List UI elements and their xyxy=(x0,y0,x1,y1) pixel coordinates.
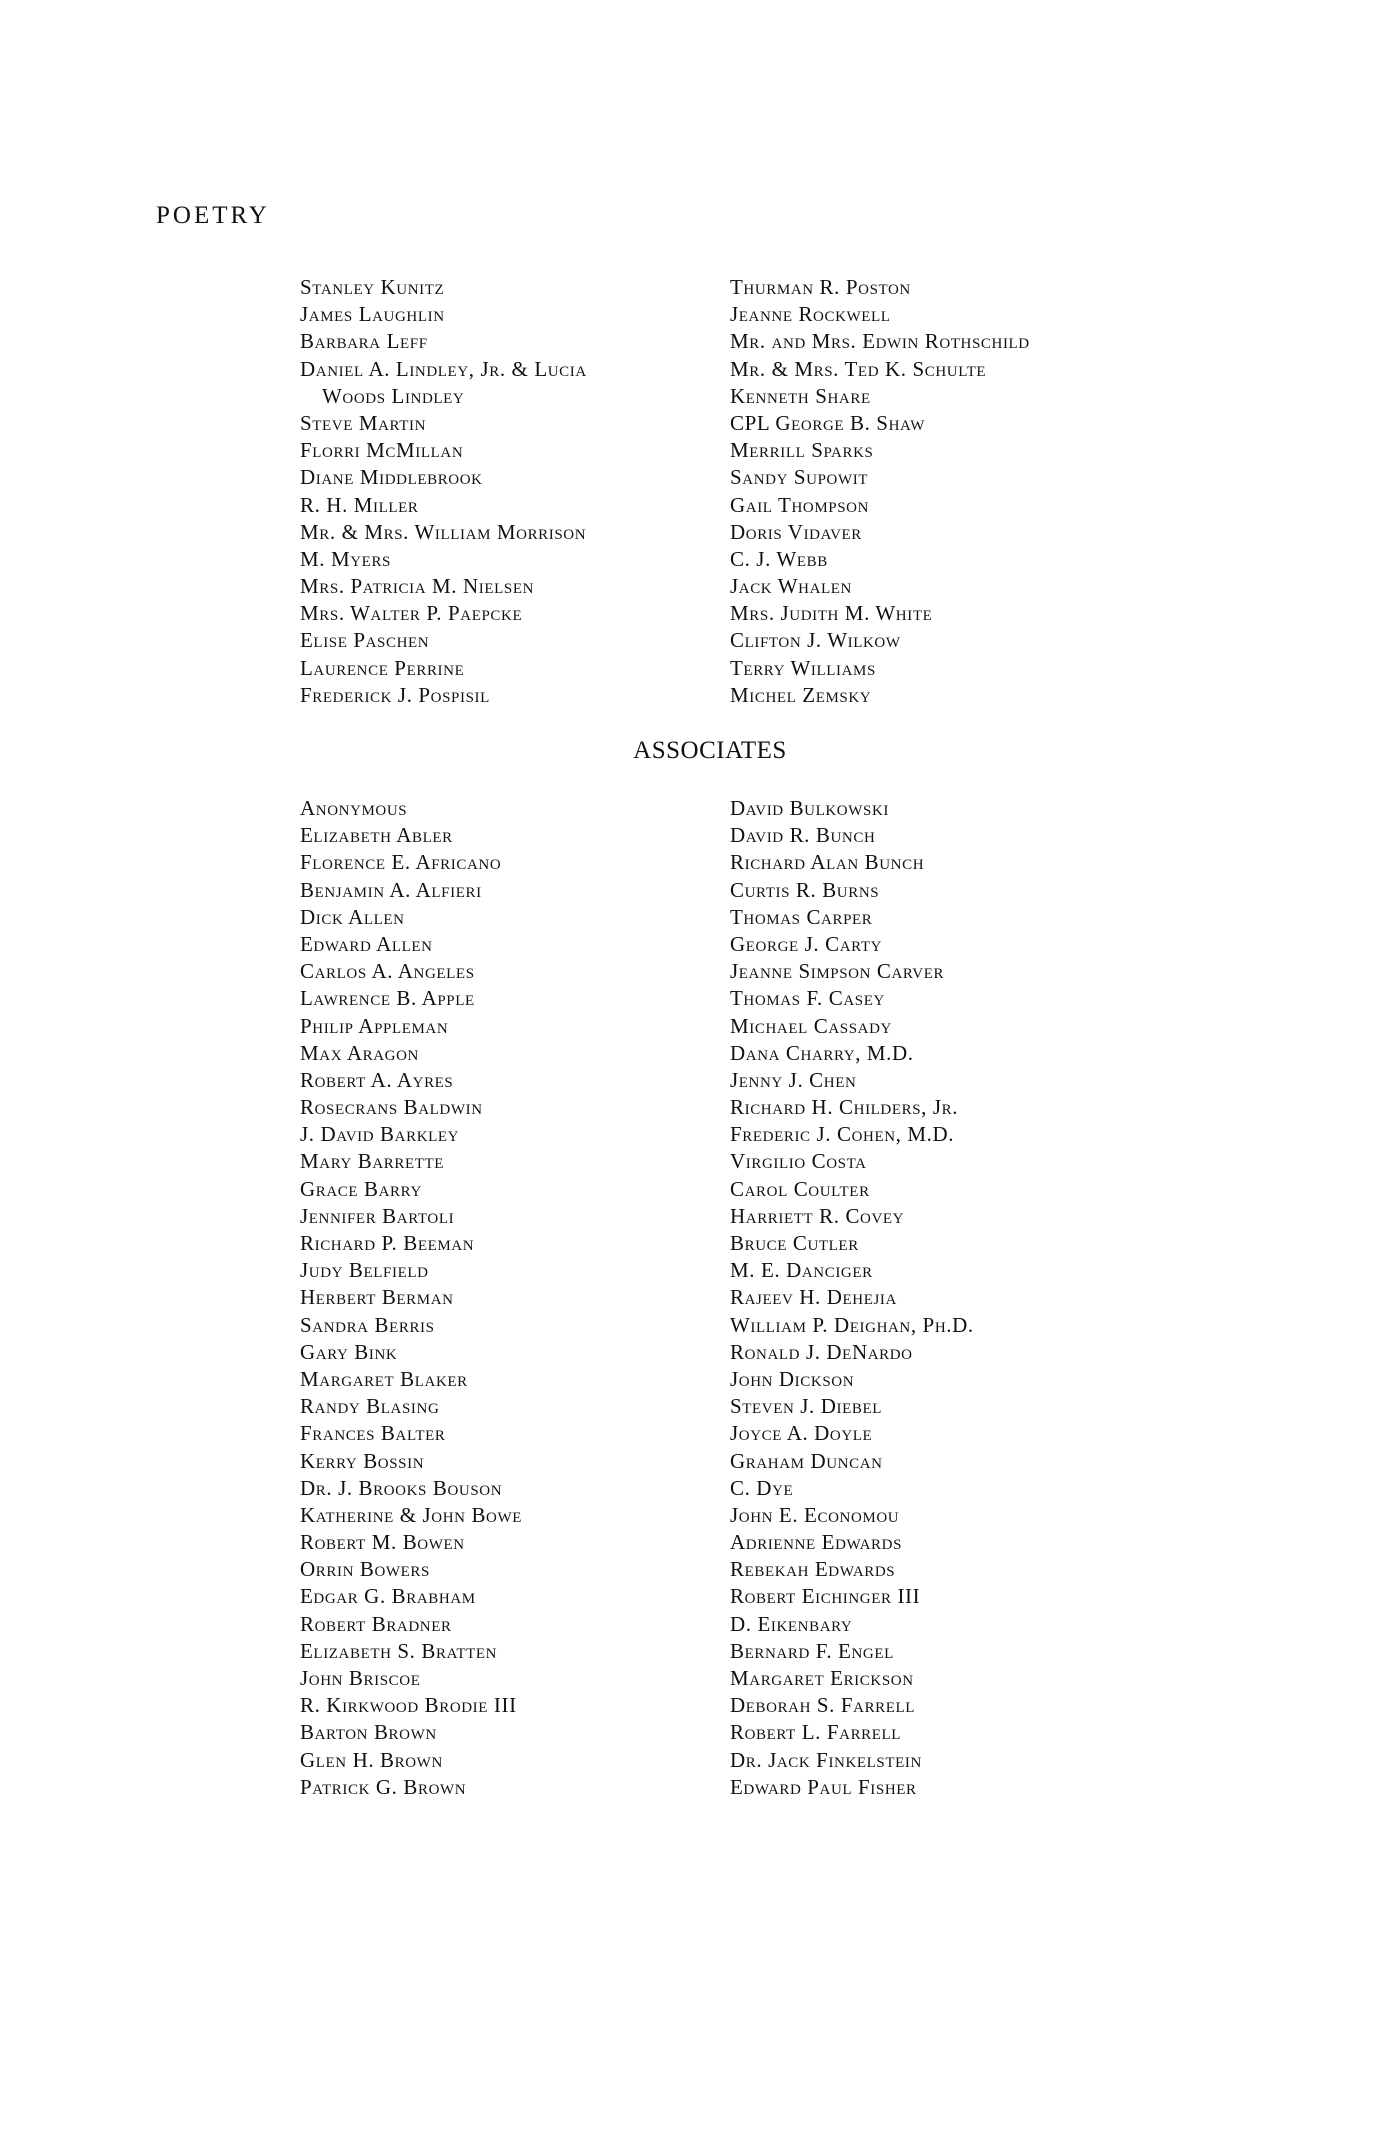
associate-name: Richard P. Beeman xyxy=(300,1231,475,1255)
donor-name: CPL George B. Shaw xyxy=(730,410,926,435)
associate-name: Rebekah Edwards xyxy=(730,1557,896,1582)
associate-name: J. David Barkley xyxy=(300,1122,460,1147)
donor-name: Steve Martin xyxy=(300,410,427,435)
donor-name: Barbara Leff xyxy=(300,329,428,354)
associate-name: Philip Appleman xyxy=(300,1013,449,1038)
associate-name: Sandra Berris xyxy=(300,1312,435,1337)
associate-name: Anonymous xyxy=(300,796,408,820)
donor-name: Frederick J. Pospisil xyxy=(300,682,490,707)
associate-name: Rajeev H. Dehejia xyxy=(730,1285,897,1310)
running-head: POETRY xyxy=(156,202,270,229)
associate-name: Katherine & John Bowe xyxy=(300,1502,523,1527)
associate-name: Benjamin A. Alfieri xyxy=(300,877,482,902)
associate-name: Dr. J. Brooks Bouson xyxy=(300,1475,503,1500)
associate-name: Elizabeth S. Bratten xyxy=(300,1638,498,1663)
associate-name: Dick Allen xyxy=(300,904,405,929)
associate-name: Frances Balter xyxy=(300,1421,446,1446)
donor-name: Mrs. Judith M. White xyxy=(730,601,933,626)
associate-name: John Dickson xyxy=(730,1366,855,1391)
associate-name: R. Kirkwood Brodie III xyxy=(300,1693,517,1718)
associate-name: Robert Eichinger III xyxy=(730,1584,921,1609)
associate-name: Robert Bradner xyxy=(300,1611,452,1636)
associate-name: Michael Cassady xyxy=(730,1013,892,1038)
donor-name: Terry Williams xyxy=(730,655,876,680)
associate-name: Joyce A. Doyle xyxy=(730,1421,873,1446)
associate-name: Virgilio Costa xyxy=(730,1149,867,1174)
donor-name: Laurence Perrine xyxy=(300,655,465,680)
donor-name: Michel Zemsky xyxy=(730,682,872,707)
donor-name: Jeanne Rockwell xyxy=(730,302,891,327)
associate-name: Robert A. Ayres xyxy=(300,1067,454,1092)
associate-name: Deborah S. Farrell xyxy=(730,1693,916,1718)
donor-name: Mr. and Mrs. Edwin Rothschild xyxy=(730,329,1030,354)
donor-list-top-right xyxy=(730,274,1150,709)
associate-name: Elizabeth Abler xyxy=(300,823,453,848)
associate-name: Jeanne Simpson Carver xyxy=(730,959,945,984)
associate-name: Lawrence B. Apple xyxy=(300,986,475,1011)
associates-heading: ASSOCIATES xyxy=(633,737,787,764)
donor-name: James Laughlin xyxy=(300,302,445,327)
donor-name: Gail Thompson xyxy=(730,492,870,517)
donor-name: Kenneth Share xyxy=(730,383,871,408)
donor-name: M. Myers xyxy=(300,546,391,571)
associate-name: Margaret Blaker xyxy=(300,1366,468,1391)
associate-name: Max Aragon xyxy=(300,1040,419,1065)
associates-list-right xyxy=(730,795,1150,1801)
associate-name: David R. Bunch xyxy=(730,823,876,848)
associate-name: Adrienne Edwards xyxy=(730,1530,903,1555)
associate-name: Herbert Berman xyxy=(300,1285,454,1310)
donor-name: Doris Vidaver xyxy=(730,519,862,544)
associate-name: D. Eikenbary xyxy=(730,1611,853,1636)
associate-name: Judy Belfield xyxy=(300,1258,429,1283)
associate-name: Jennifer Bartoli xyxy=(300,1203,455,1228)
associate-name: Dr. Jack Finkelstein xyxy=(730,1747,922,1772)
associate-name: Robert M. Bowen xyxy=(300,1530,465,1555)
donor-name: Mrs. Walter P. Paepcke xyxy=(300,601,523,626)
associate-name: Margaret Erickson xyxy=(730,1666,914,1690)
associate-name: Gary Bink xyxy=(300,1339,398,1364)
associate-name: Edward Paul Fisher xyxy=(730,1774,917,1799)
associate-name: Edgar G. Brabham xyxy=(300,1584,476,1609)
donor-name: Sandy Supowit xyxy=(730,465,869,490)
associate-name: Bernard F. Engel xyxy=(730,1638,894,1663)
donor-name: Daniel A. Lindley, Jr. & Lucia xyxy=(300,356,587,381)
associate-name: Steven J. Diebel xyxy=(730,1394,883,1419)
associate-name: Thomas F. Casey xyxy=(730,986,885,1011)
associate-name: Frederic J. Cohen, M.D. xyxy=(730,1122,955,1147)
donor-name-continuation: Woods Lindley xyxy=(322,383,465,408)
associate-name: Richard H. Childers, Jr. xyxy=(730,1095,959,1120)
donor-name: Elise Paschen xyxy=(300,628,430,653)
associate-name: William P. Deighan, Ph.D. xyxy=(730,1312,974,1337)
associate-name: Jenny J. Chen xyxy=(730,1067,857,1092)
donor-name: R. H. Miller xyxy=(300,492,419,517)
associate-name: Patrick G. Brown xyxy=(300,1774,467,1799)
associate-name: Ronald J. DeNardo xyxy=(730,1339,913,1364)
donor-name: Mrs. Patricia M. Nielsen xyxy=(300,574,535,599)
associate-name: John E. Economou xyxy=(730,1502,900,1527)
associate-name: Glen H. Brown xyxy=(300,1747,443,1772)
associate-name: Randy Blasing xyxy=(300,1394,440,1419)
associate-name: David Bulkowski xyxy=(730,796,889,820)
associate-name: M. E. Danciger xyxy=(730,1258,873,1283)
associate-name: Mary Barrette xyxy=(300,1149,445,1174)
associate-name: Carol Coulter xyxy=(730,1176,870,1201)
associate-name: John Briscoe xyxy=(300,1666,421,1690)
associate-name: Thomas Carper xyxy=(730,904,873,929)
associate-name: George J. Carty xyxy=(730,931,883,956)
donor-name: Mr. & Mrs. Ted K. Schulte xyxy=(730,356,987,381)
associate-name: Curtis R. Burns xyxy=(730,877,880,902)
donor-name: Merrill Sparks xyxy=(730,438,874,463)
associate-name: Richard Alan Bunch xyxy=(730,850,925,875)
donor-name: C. J. Webb xyxy=(730,546,828,571)
associate-name: Barton Brown xyxy=(300,1720,437,1745)
associate-name: Rosecrans Baldwin xyxy=(300,1095,483,1120)
associate-name: Grace Barry xyxy=(300,1176,422,1201)
associate-name: Bruce Cutler xyxy=(730,1231,859,1255)
associate-name: Kerry Bossin xyxy=(300,1448,425,1473)
associates-list-left xyxy=(300,795,720,1801)
associate-name: Florence E. Africano xyxy=(300,850,502,875)
donor-name: Clifton J. Wilkow xyxy=(730,628,901,653)
associate-name: Dana Charry, M.D. xyxy=(730,1040,914,1065)
associate-name: Harriett R. Covey xyxy=(730,1203,905,1228)
donor-name: Jack Whalen xyxy=(730,574,852,599)
associate-name: Edward Allen xyxy=(300,931,433,956)
associate-name: Orrin Bowers xyxy=(300,1557,430,1582)
donor-name: Florri McMillan xyxy=(300,438,464,463)
donor-name: Diane Middlebrook xyxy=(300,465,483,490)
associate-name: Carlos A. Angeles xyxy=(300,959,475,984)
associate-name: C. Dye xyxy=(730,1475,794,1500)
associate-name: Robert L. Farrell xyxy=(730,1720,902,1745)
donor-list-top-left xyxy=(300,274,720,709)
associate-name: Graham Duncan xyxy=(730,1448,883,1473)
donor-name: Stanley Kunitz xyxy=(300,275,445,299)
donor-name: Thurman R. Poston xyxy=(730,275,911,299)
donor-name: Mr. & Mrs. William Morrison xyxy=(300,519,587,544)
